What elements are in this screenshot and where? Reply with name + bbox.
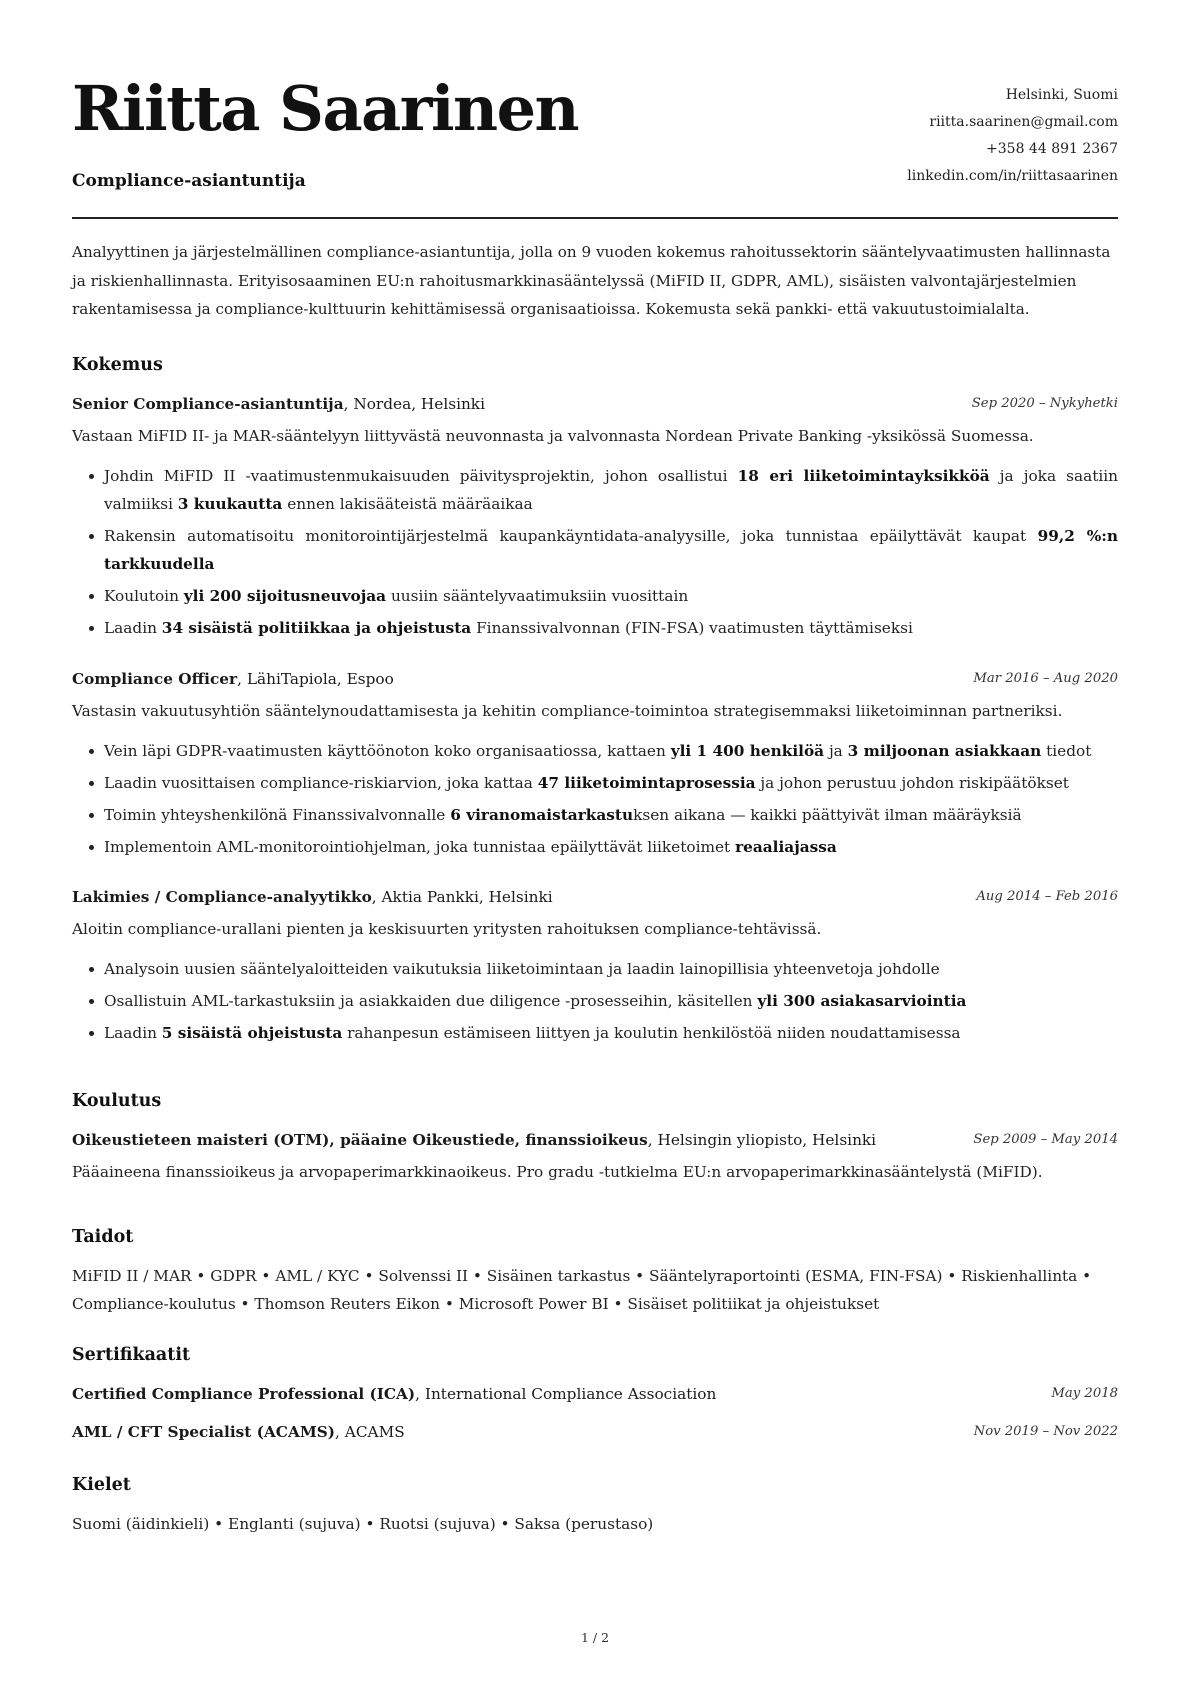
education-degree: Oikeustieteen maisteri (OTM), pääaine Oikeustiede, finanssioikeus	[72, 1131, 648, 1149]
job-header	[72, 393, 1118, 415]
job-description: Aloitin compliance-urallani pienten ja keskisuurten yritysten rahoituksen compliance-tehtävissä.	[72, 920, 822, 938]
contact-location: Helsinki, Suomi	[1005, 87, 1118, 103]
education-header	[72, 1129, 1118, 1151]
bullet-highlight: 18 eri liiketoimintayksikköä	[737, 467, 990, 485]
bullet-text: Implementoin AML-monitorointiohjelman, joka tunnistaa epäilyttävät liiketoimet	[104, 838, 736, 856]
certifications-section	[72, 1345, 1118, 1371]
bullet-item	[72, 769, 1118, 797]
resume-page	[72, 0, 1118, 1683]
bullet-text: tiedot	[1041, 742, 1092, 760]
certification-dates: Nov 2019 – Nov 2022	[973, 1424, 1118, 1439]
job-bullets	[72, 737, 1118, 865]
experience-section	[72, 355, 1118, 381]
job-bullets	[72, 955, 1118, 1051]
bullet-item	[72, 1019, 1118, 1047]
job-description: Vastaan MiFID II- ja MAR-sääntelyyn liittyvästä neuvonnasta ja valvonnasta Nordean Private Banking -yksikössä Suomessa.	[72, 427, 1034, 445]
contact-phone: +358 44 891 2367	[986, 141, 1118, 157]
contact-linkedin[interactable]: linkedin.com/in/riittasaarinen	[907, 168, 1118, 184]
section-heading-skills: Taidot	[72, 1227, 134, 1247]
section-heading-languages: Kielet	[72, 1475, 131, 1495]
job-description: Vastasin vakuutusyhtiön sääntelynoudattamisesta ja kehitin compliance-toimintoa strategisemmaksi liiketoiminnan partneriksi.	[72, 702, 1063, 720]
education-school: , Helsingin yliopisto, Helsinki	[647, 1131, 877, 1149]
certification-dates: May 2018	[1051, 1386, 1118, 1401]
job-role: Lakimies / Compliance-analyytikko	[72, 888, 372, 906]
bullet-text: Osallistuin AML-tarkastuksiin ja asiakkaiden due diligence -prosesseihin, käsitellen	[104, 992, 758, 1010]
bullet-text: Johdin MiFID II -vaatimustenmukaisuuden päivitysprojektin, johon osallistui	[104, 467, 738, 485]
bullet-text: Koulutoin	[104, 587, 184, 605]
bullet-item	[72, 955, 1118, 983]
bullet-text: Laadin	[104, 619, 162, 637]
bullet-highlight: yli 200 sijoitusneuvojaa	[183, 587, 387, 605]
section-heading-experience: Kokemus	[72, 355, 163, 375]
bullet-text: rahanpesun estämiseen liittyen ja koulutin henkilöstöä niiden noudattamisessa	[342, 1024, 961, 1042]
header-divider	[72, 217, 1118, 219]
bullet-highlight: 47 liiketoimintaprosessia	[537, 774, 756, 792]
bullet-text: Finanssivalvonnan (FIN-FSA) vaatimusten täyttämiseksi	[471, 619, 913, 637]
languages-list: Suomi (äidinkieli) • Englanti (sujuva) • Ruotsi (sujuva) • Saksa (perustaso)	[72, 1515, 654, 1533]
job-dates: Mar 2016 – Aug 2020	[973, 671, 1118, 686]
bullet-highlight: 5 sisäistä ohjeistusta	[161, 1024, 343, 1042]
bullet-highlight: yli 300 asiakasarviointia	[757, 992, 967, 1010]
bullet-text: ja johon perustuu johdon riskipäätökset	[755, 774, 1069, 792]
education-section	[72, 1091, 1118, 1117]
job-header	[72, 668, 1118, 690]
languages-section	[72, 1475, 1118, 1501]
candidate-name: Riitta Saarinen	[72, 72, 579, 145]
bullet-text: ja	[824, 742, 848, 760]
certification-name: AML / CFT Specialist (ACAMS)	[72, 1423, 336, 1441]
job-org: , Aktia Pankki, Helsinki	[371, 888, 553, 906]
bullet-highlight: reaaliajassa	[735, 838, 837, 856]
bullet-item	[72, 737, 1118, 765]
bullet-item	[72, 833, 1118, 861]
bullet-item	[72, 614, 1118, 642]
skills-section	[72, 1227, 1118, 1253]
bullet-highlight: 3 kuukautta	[177, 495, 283, 513]
candidate-title: Compliance-asiantuntija	[72, 171, 306, 191]
bullet-text: ennen lakisääteistä määräaikaa	[282, 495, 533, 513]
bullet-text: Laadin	[104, 1024, 162, 1042]
bullet-item	[72, 522, 1118, 578]
job-dates: Sep 2020 – Nykyhetki	[971, 396, 1118, 411]
bullet-highlight: 34 sisäistä politiikkaa ja ohjeistusta	[161, 619, 472, 637]
certification-issuer: , ACAMS	[335, 1423, 405, 1441]
contact-email[interactable]: riitta.saarinen@gmail.com	[929, 114, 1118, 130]
bullet-highlight: 6 viranomaistarkastu	[450, 806, 634, 824]
job-dates: Aug 2014 – Feb 2016	[976, 889, 1118, 904]
resume-header	[72, 0, 1118, 218]
job-org: , Nordea, Helsinki	[343, 395, 485, 413]
bullet-text: Vein läpi GDPR-vaatimusten käyttöönoton koko organisaatiossa, kattaen	[104, 742, 671, 760]
certification-issuer: , International Compliance Association	[415, 1385, 717, 1403]
certification-row	[72, 1383, 1118, 1405]
section-heading-education: Koulutus	[72, 1091, 162, 1111]
skills-list: MiFID II / MAR • GDPR • AML / KYC • Solvenssi II • Sisäinen tarkastus • Sääntelyraportointi (ESMA, FIN-FSA) • Riskienhallinta • Compliance-koulutus • Thomson Reuters Eikon • Microsoft Power BI • Sisäiset politiikat ja ohjeistukset	[72, 1267, 1092, 1313]
bullet-item	[72, 462, 1118, 518]
certification-name: Certified Compliance Professional (ICA)	[72, 1385, 416, 1403]
bullet-text: Analysoin uusien sääntelyaloitteiden vaikutuksia liiketoimintaan ja laadin lainopillisia yhteenvetoja johdolle	[104, 960, 940, 978]
education-description: Pääaineena finanssioikeus ja arvopaperimarkkinaoikeus. Pro gradu -tutkielma EU:n arvopaperimarkkinasääntelystä (MiFID).	[72, 1163, 1043, 1181]
bullet-text: uusiin sääntelyvaatimuksiin vuosittain	[386, 587, 689, 605]
bullet-highlight: 99,2 %:n tarkkuudella	[104, 527, 1118, 573]
summary-paragraph: Analyyttinen ja järjestelmällinen compliance-asiantuntija, jolla on 9 vuoden kokemus rahoitussektorin sääntelyvaatimusten hallinnasta ja riskienhallinnasta. Erityisosaaminen EU:n rahoitusmarkkinasääntelyssä (MiFID II, GDPR, AML), sisäisten valvontajärjestelmien rakentamisessa ja compliance-kulttuurin kehittämisessä organisaatioissa. Kokemusta sekä pankki- että vakuutustoimialalta.	[72, 243, 1111, 318]
section-heading-certifications: Sertifikaatit	[72, 1345, 191, 1365]
bullet-text: Laadin vuosittaisen compliance-riskiarvion, joka kattaa	[104, 774, 538, 792]
bullet-highlight: yli 1 400 henkilöä	[670, 742, 825, 760]
education-dates: Sep 2009 – May 2014	[973, 1132, 1118, 1147]
bullet-highlight: 3 miljoonan asiakkaan	[847, 742, 1042, 760]
job-org: , LähiTapiola, Espoo	[237, 670, 394, 688]
bullet-item	[72, 582, 1118, 610]
job-role: Senior Compliance-asiantuntija	[72, 395, 344, 413]
job-header	[72, 886, 1118, 908]
job-bullets	[72, 462, 1118, 646]
bullet-text: Toimin yhteyshenkilönä Finanssivalvonnalle	[104, 806, 451, 824]
contact-block	[907, 82, 1118, 190]
certification-row	[72, 1421, 1118, 1443]
bullet-text: ja joka saatiin valmiiksi	[104, 467, 1119, 513]
bullet-item	[72, 987, 1118, 1015]
bullet-text: Rakensin automatisoitu monitorointijärjestelmä kaupankäyntidata-analyysille, joka tunnistaa epäilyttävät kaupat	[104, 527, 1038, 545]
job-role: Compliance Officer	[72, 670, 238, 688]
page-number: 1 / 2	[580, 1630, 610, 1645]
bullet-item	[72, 801, 1118, 829]
bullet-text: ksen aikana — kaikki päättyivät ilman määräyksiä	[633, 806, 1022, 824]
